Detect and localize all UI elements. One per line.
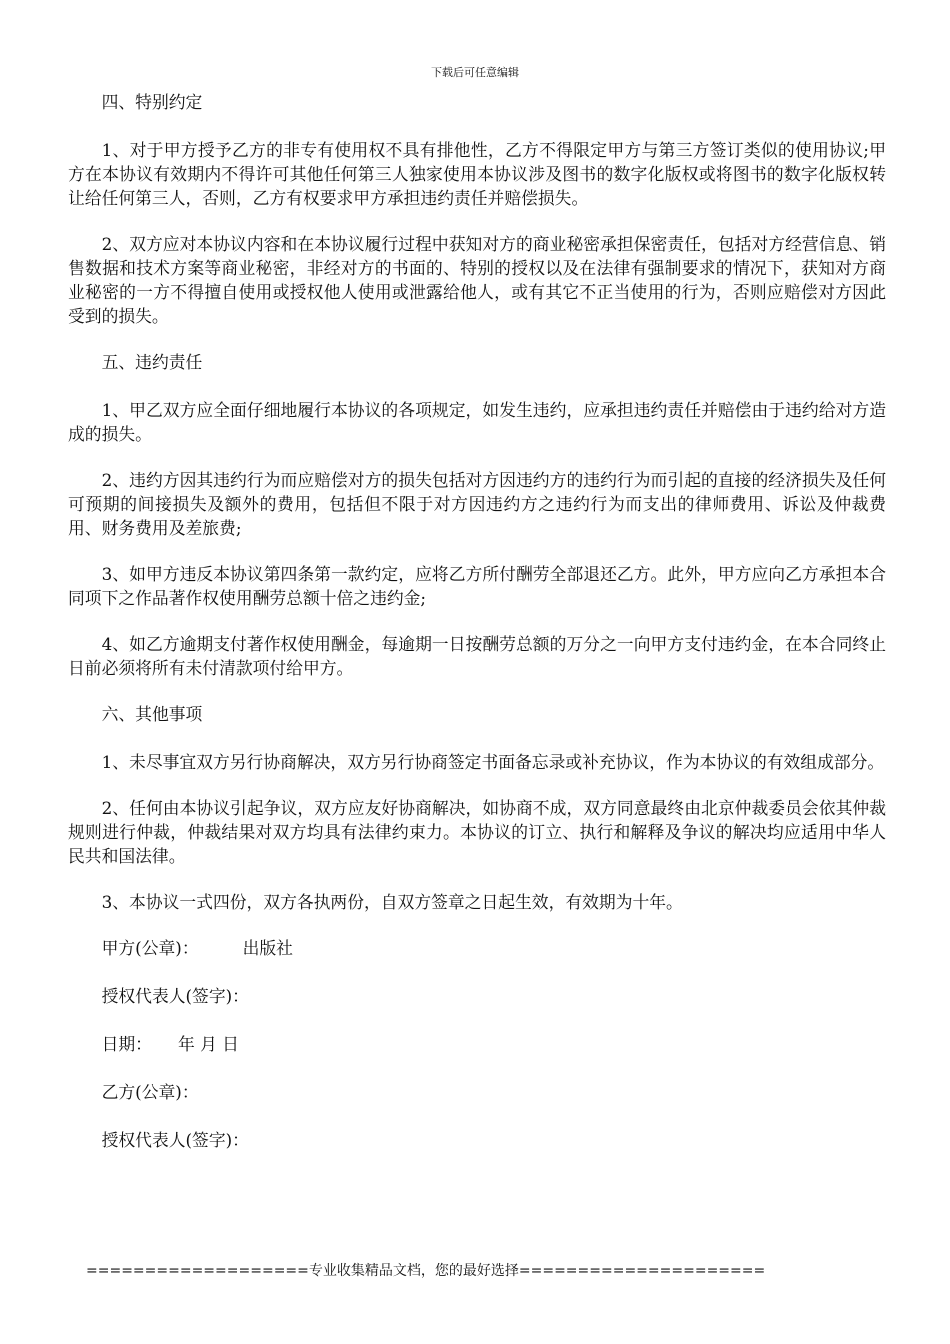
paragraph: 2、双方应对本协议内容和在本协议履行过程中获知对方的商业秘密承担保密责任，包括对方经营信息、销售数据和技术方案等商业秘密，非经对方的书面的、特别的授权以及在法律有强制要求的情况下，获知对方商业秘密的一方不得擅自使用或授权他人使用或泄露给他人，或有其它不正当使用的行为，否则应赔偿对方因此受到的损失。 — [68, 234, 886, 326]
paragraph: 3、本协议一式四份，双方各执两份，自双方签章之日起生效，有效期为十年。 — [101, 892, 683, 912]
footer-banner: ===================专业收集精品文档，您的最好选择===================== — [86, 1263, 766, 1279]
date-value: 年 月 日 — [177, 1034, 239, 1054]
party-a-line — [68, 936, 886, 960]
paragraph: 1、未尽事宜双方另行协商解决，双方另行协商签定书面备忘录或补充协议，作为本协议的有效组成部分。 — [101, 752, 885, 772]
party-b-line: 乙方(公章)： — [101, 1082, 199, 1102]
section-heading: 五、违约责任 — [101, 352, 203, 372]
rep-a-line: 授权代表人(签字)： — [101, 986, 249, 1006]
paragraph: 2、违约方因其违约行为而应赔偿对方的损失包括对方因违约方的违约行为而引起的直接的经济损失及任何可预期的间接损失及额外的费用，包括但不限于对方因违约方之违约行为而支出的律师费用、诉讼及仲裁费用、财务费用及差旅费; — [68, 470, 886, 538]
section-heading: 六、其他事项 — [101, 704, 203, 724]
paragraph: 2、任何由本协议引起争议，双方应友好协商解决，如协商不成，双方同意最终由北京仲裁委员会依其仲裁规则进行仲裁，仲裁结果对双方均具有法律约束力。本协议的订立、执行和解释及争议的解决均应适用中华人民共和国法律。 — [68, 798, 886, 866]
date-label: 日期： — [101, 1034, 152, 1054]
paragraph: 1、对于甲方授予乙方的非专有使用权不具有排他性，乙方不得限定甲方与第三方签订类似的使用协议;甲方在本协议有效期内不得许可其他任何第三人独家使用本协议涉及图书的数字化版权或将图书的数字化版权转让给任何第三人，否则，乙方有权要求甲方承担违约责任并赔偿损失。 — [68, 140, 886, 208]
rep-b-line: 授权代表人(签字)： — [101, 1130, 249, 1150]
party-a-label: 甲方(公章)： — [101, 938, 199, 958]
paragraph: 4、如乙方逾期支付著作权使用酬金，每逾期一日按酬劳总额的万分之一向甲方支付违约金，在本合同终止日前必须将所有未付清款项付给甲方。 — [68, 634, 886, 678]
section-heading: 四、特别约定 — [101, 92, 203, 112]
date-line — [68, 1032, 886, 1056]
paragraph: 3、如甲方违反本协议第四条第一款约定，应将乙方所付酬劳全部退还乙方。此外，甲方应向乙方承担本合同项下之作品著作权使用酬劳总额十倍之违约金; — [68, 564, 886, 608]
document-body — [68, 90, 886, 1176]
paragraph: 1、甲乙双方应全面仔细地履行本协议的各项规定，如发生违约，应承担违约责任并赔偿由于违约给对方造成的损失。 — [68, 400, 886, 444]
party-a-name: 出版社 — [242, 938, 293, 958]
header-note: 下载后可任意编辑 — [431, 66, 519, 79]
